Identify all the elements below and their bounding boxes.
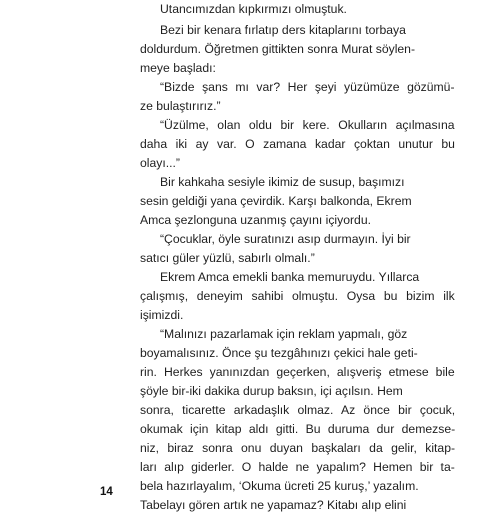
text-line: sonra, ticarette arkadaşlık olmaz. Az önce bir çocuk,: [140, 403, 456, 417]
text-line: Amca şezlonguna uzanmış çayını içiyordu.: [140, 213, 371, 227]
page-number: 14: [100, 486, 113, 498]
text-line: “Çocuklar, öyle suratınızı asıp durmayın. İyi bir: [160, 232, 411, 246]
text-line: doldurdum. Öğretmen gittikten sonra Murat söylen-: [140, 42, 416, 56]
text-line: “Bizde şans mı var? Her şeyi yüzümüze gözümü-: [160, 80, 455, 94]
text-line: rin. Herkes yanınızdan geçerken, alışveriş etmese bile: [140, 365, 455, 379]
text-line: işimizdi.: [140, 308, 184, 322]
text-line: Bezi bir kenara fırlatıp ders kitaplarını torbaya: [160, 23, 406, 37]
text-line: niz, biraz sonra onu duyan başkaları da gelir, kitap-: [140, 441, 456, 455]
text-line: sesin geldiği yana çevirdik. Karşı balkonda, Ekrem: [140, 194, 412, 208]
text-line: ları alıp giderler. O halde ne yapalım? Hemen bir ta-: [140, 460, 455, 474]
text-line: çalışmış, deneyim sahibi olmuştu. Oysa bu bizim ilk: [140, 289, 455, 303]
text-line: Tabelayı gören artık ne yapamaz? Kitabı alıp elini: [140, 498, 407, 512]
text-line: meye başladı:: [140, 61, 216, 75]
text-line: ze bulaştırırız.”: [140, 99, 221, 113]
text-line: Bir kahkaha sesiyle ikimiz de susup, başımızı: [160, 175, 405, 189]
text-line: boyamalısınız. Önce şu tezgâhınızı çekici hale geti-: [140, 346, 418, 360]
text-line: “Üzülme, olan oldu bir kere. Okulların açılmasına: [160, 118, 455, 132]
text-line: olayı...”: [140, 156, 180, 170]
text-line: “Malınızı pazarlamak için reklam yapmalı, göz: [160, 327, 408, 341]
text-line: bela hazırlayalım, ‘Okuma ücreti 25 kuruş,’ yazalım.: [140, 479, 419, 493]
text-line: okumak için kitap aldı gitti. Bu duruma dur demezse-: [140, 422, 456, 436]
text-line: Utancımızdan kıpkırmızı olmuştuk.: [160, 2, 347, 16]
text-line: daha iki ay var. O zamana kadar çoktan unutur bu: [140, 137, 455, 151]
text-line: Ekrem Amca emekli banka memuruydu. Yıllarca: [160, 270, 420, 284]
text-line: şöyle bir-iki dakika durup baksın, içi açılsın. Hem: [140, 384, 403, 398]
text-line: satıcı güler yüzlü, sabırlı olmalı.”: [140, 251, 315, 265]
